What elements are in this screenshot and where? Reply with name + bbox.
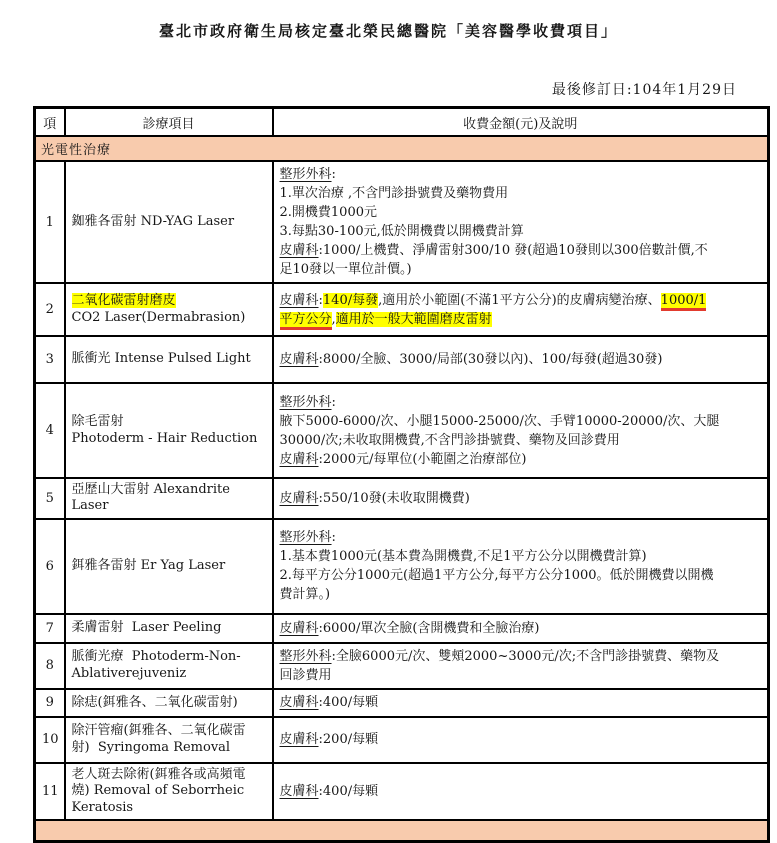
text-line [72,723,266,739]
cell-fee-description [273,383,769,478]
text-segment: 1.單次治療 ,不含門診掛號費及藥物費用 [279,186,509,201]
text-segment: :400/每顆 [318,783,379,799]
text-line [72,431,266,447]
document-page [0,20,777,843]
text-segment: Ablativerejuveniz [71,665,187,681]
cell-fee-description [273,643,769,689]
table-row [35,283,769,336]
text-line [280,489,762,508]
text-line [280,730,762,749]
text-segment: : [331,530,336,546]
text-line [280,165,762,184]
text-segment: 亞歷山大雷射 Alexandrite Laser [71,482,235,514]
section-label: 光電性治療 [35,136,769,161]
table-row [35,643,769,689]
text-segment: 銣雅各雷射 ND-YAG Laser [71,213,235,229]
text-line [72,800,266,816]
table-row [35,478,769,519]
cell-fee-description [273,478,769,519]
cell-fee-description [273,283,769,336]
partial-section-bar [35,820,769,842]
text-line [280,260,762,279]
cell-fee-description [273,336,769,383]
text-line [280,566,762,585]
text-segment: 老人斑去除術(鉺雅各或高頻電 [71,766,246,782]
text-line [280,241,762,260]
text-segment: 皮膚科 [279,352,319,367]
cell-treatment-name [65,336,273,383]
text-segment: 射) Syringoma Removal [71,739,231,755]
section-row-phototherapy [35,136,769,161]
text-segment: 整形外科 [279,394,332,410]
text-segment: CO2 Laser(Dermabrasion) [71,309,246,325]
text-segment: 皮膚科 [279,292,319,308]
text-segment: 二氧化碳雷射磨皮 [71,293,176,309]
text-line [280,450,762,469]
cell-item-no: 5 [35,478,65,519]
text-line [72,649,266,665]
text-segment: 腋下5000-6000/次、小腿15000-25000/次、手臂10000-20000/次、大腿 [279,413,720,429]
text-line [280,203,762,222]
text-segment: :2000元/每單位(小範圍之治療部位) [318,451,527,467]
text-segment: 除痣(鉺雅各、二氧化碳雷射) [71,694,238,710]
text-line [280,666,762,685]
text-segment: :1000/上機費、淨膚雷射300/10 發(超過10發則以300倍數計價,不 [318,243,708,258]
cell-fee-description [273,689,769,717]
text-line [280,184,762,203]
cell-item-no: 4 [35,383,65,478]
text-line [280,693,762,712]
text-line [280,412,762,431]
text-line [280,547,762,566]
cell-item-no: 8 [35,643,65,689]
table-row [35,614,769,643]
text-line [72,666,266,682]
cell-item-no: 10 [35,717,65,763]
cell-treatment-name [65,161,273,283]
text-segment: 2.每平方公分1000元(超過1平方公分,每平方公分1000。低於開機費以開機 [279,568,714,584]
text-line [280,619,762,638]
text-segment: :全臉6000元/次、雙頰2000~3000元/次;不含門診掛號費、藥物及 [331,648,720,664]
text-segment: 燒) Removal of Seborrheic [71,783,245,799]
text-segment: 柔膚雷射 Laser Peeling [71,620,222,636]
header-treatment: 診療項目 [65,108,273,137]
text-segment: , [331,311,336,327]
text-line [72,695,266,711]
text-line [72,740,266,756]
text-segment: 皮膚科 [279,732,319,748]
text-segment: 2.開機費1000元 [279,205,377,220]
cell-treatment-name [65,478,273,519]
text-line [280,585,762,604]
text-line [72,558,266,574]
table-row [35,336,769,383]
cell-treatment-name [65,283,273,336]
table-row [35,763,769,820]
text-segment: 140/每發 [322,292,379,308]
cell-treatment-name [65,519,273,614]
header-fee: 收費金額(元)及說明 [273,108,769,137]
text-line [72,293,266,309]
text-segment: 皮膚科 [279,451,319,467]
cell-treatment-name [65,383,273,478]
fee-table [33,106,770,843]
text-segment: : [331,167,336,182]
text-segment: 3.每點30-100元,低於開機費以開機費計算 [279,224,524,239]
text-segment: 皮膚科 [279,783,319,799]
partial-section-bar-fill [35,820,769,842]
text-segment: : [331,394,336,410]
text-line [72,310,266,326]
cell-fee-description [273,519,769,614]
text-segment: 費計算。) [279,587,331,603]
text-line [72,214,266,230]
text-segment: 除毛雷射 [71,414,124,430]
cell-treatment-name [65,763,273,820]
text-segment: ,適用於小範圍(不滿1平方公分)的皮膚病變治療、 [378,292,661,308]
text-line [280,310,762,329]
cell-item-no: 9 [35,689,65,717]
text-segment: 皮膚科 [279,695,319,711]
cell-item-no: 1 [35,161,65,283]
text-line [72,414,266,430]
text-segment: :6000/單次全臉(含開機費和全臉治療) [318,620,540,636]
text-segment: 皮膚科 [279,490,319,506]
text-line [280,431,762,450]
cell-item-no: 3 [35,336,65,383]
page-title: 臺北市政府衛生局核定臺北榮民總醫院「美容醫學收費項目」 [158,22,618,40]
text-segment: 適用於一般大範圍磨皮雷射 [335,311,492,327]
text-segment: 30000/次;未收取開機費,不含門診掛號費、藥物及回診費用 [279,432,620,448]
text-line [72,767,266,783]
cell-item-no: 2 [35,283,65,336]
text-line [72,482,266,515]
text-line [280,528,762,547]
cell-treatment-name [65,614,273,643]
text-segment: 皮膚科 [279,620,319,636]
table-row [35,519,769,614]
table-row [35,717,769,763]
text-line [280,393,762,412]
text-segment: :400/每顆 [318,695,379,711]
last-modified-date: 最後修訂日:104年1月29日 [551,82,737,98]
table-row [35,383,769,478]
cell-fee-description [273,763,769,820]
text-segment: 鉺雅各雷射 Er Yag Laser [71,558,226,574]
text-line [72,620,266,636]
text-segment: 除汗管瘤(鉺雅各、二氧化碳雷 [71,723,246,739]
text-line [280,291,762,310]
text-segment: : [318,292,323,308]
text-segment: :8000/全臉、3000/局部(30發以內)、100/每發(超過30發) [318,352,663,367]
cell-treatment-name [65,717,273,763]
text-segment: 回診費用 [279,667,332,683]
text-line [280,782,762,801]
text-line [72,351,266,367]
fee-table-body [35,136,769,842]
cell-item-no: 7 [35,614,65,643]
cell-fee-description [273,161,769,283]
table-row [35,161,769,283]
cell-item-no: 6 [35,519,65,614]
table-header-row [35,108,769,137]
text-line [72,783,266,799]
cell-treatment-name [65,643,273,689]
text-segment: :200/每顆 [318,732,379,748]
text-segment: 1.基本費1000元(基本費為開機費,不足1平方公分以開機費計算) [279,549,647,565]
text-segment: 足10發以一單位計價。) [279,262,412,277]
text-line [280,647,762,666]
text-segment: 整形外科 [279,648,332,664]
text-segment: 平方公分 [280,312,332,330]
text-segment: Photoderm - Hair Reduction [71,430,258,446]
cell-fee-description [273,614,769,643]
text-segment: 脈衝光療 Photoderm-Non- [71,649,241,665]
header-item-no: 項 [35,108,65,137]
text-segment: 整形外科 [279,530,332,546]
cell-fee-description [273,717,769,763]
cell-treatment-name [65,689,273,717]
text-segment: Keratosis [71,799,134,815]
text-segment: 脈衝光 Intense Pulsed Light [71,351,251,367]
text-segment: 整形外科 [279,167,332,182]
text-line [280,350,762,369]
text-segment: 皮膚科 [279,243,319,258]
text-segment: 1000/1 [661,293,707,311]
cell-item-no: 11 [35,763,65,820]
table-row [35,689,769,717]
text-segment: :550/10發(未收取開機費) [318,490,470,506]
text-line [280,222,762,241]
